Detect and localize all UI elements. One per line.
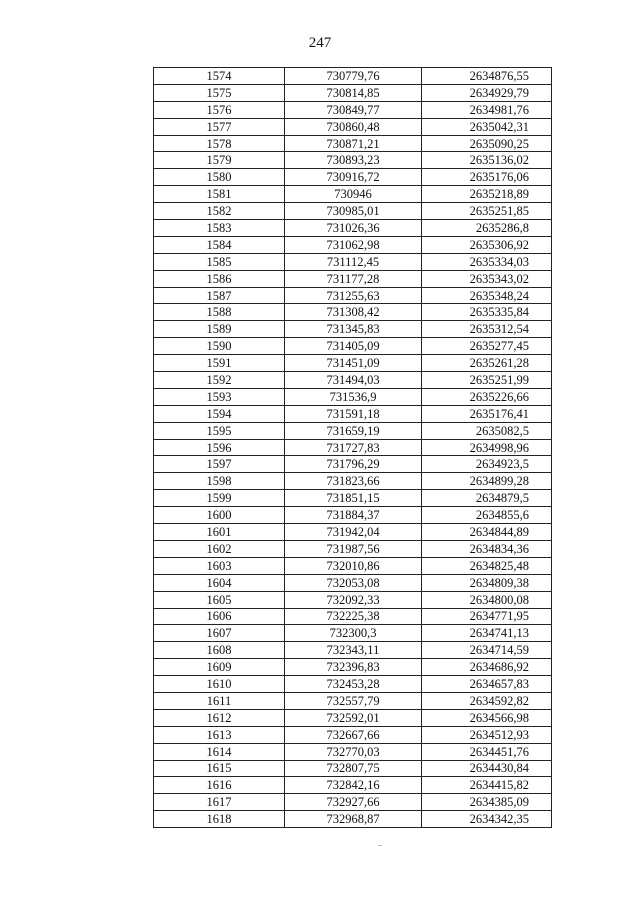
- y-coordinate-cell: 2635286,8: [422, 220, 552, 237]
- x-coordinate-cell: 731494,03: [285, 372, 422, 389]
- y-coordinate-cell: 2634809,38: [422, 574, 552, 591]
- y-coordinate-cell: 2634981,76: [422, 101, 552, 118]
- point-number-cell: 1612: [154, 709, 285, 726]
- y-coordinate-cell: 2634342,35: [422, 811, 552, 828]
- x-coordinate-cell: 731942,04: [285, 524, 422, 541]
- y-coordinate-cell: 2635176,06: [422, 169, 552, 186]
- x-coordinate-cell: 730985,01: [285, 203, 422, 220]
- x-coordinate-cell: 732592,01: [285, 709, 422, 726]
- y-coordinate-cell: 2635335,84: [422, 304, 552, 321]
- y-coordinate-cell: 2634929,79: [422, 84, 552, 101]
- table-row: [154, 422, 552, 439]
- table-row: [154, 659, 552, 676]
- table-row: [154, 118, 552, 135]
- x-coordinate-cell: 731884,37: [285, 507, 422, 524]
- y-coordinate-cell: 2634855,6: [422, 507, 552, 524]
- point-number-cell: 1616: [154, 777, 285, 794]
- table-row: [154, 642, 552, 659]
- y-coordinate-cell: 2634385,09: [422, 794, 552, 811]
- x-coordinate-cell: 732092,33: [285, 591, 422, 608]
- point-number-cell: 1596: [154, 439, 285, 456]
- x-coordinate-cell: 730893,23: [285, 152, 422, 169]
- x-coordinate-cell: 731345,83: [285, 321, 422, 338]
- x-coordinate-cell: 731987,56: [285, 540, 422, 557]
- coordinates-table: [153, 67, 552, 828]
- coordinates-table-body: [154, 68, 552, 828]
- y-coordinate-cell: 2634566,98: [422, 709, 552, 726]
- table-row: [154, 253, 552, 270]
- point-number-cell: 1586: [154, 270, 285, 287]
- y-coordinate-cell: 2634800,08: [422, 591, 552, 608]
- table-row: [154, 811, 552, 828]
- point-number-cell: 1609: [154, 659, 285, 676]
- y-coordinate-cell: 2634451,76: [422, 743, 552, 760]
- y-coordinate-cell: 2635261,28: [422, 355, 552, 372]
- point-number-cell: 1593: [154, 388, 285, 405]
- point-number-cell: 1582: [154, 203, 285, 220]
- point-number-cell: 1588: [154, 304, 285, 321]
- y-coordinate-cell: 2634657,83: [422, 676, 552, 693]
- table-row: [154, 557, 552, 574]
- table-row: [154, 135, 552, 152]
- x-coordinate-cell: 731536,9: [285, 388, 422, 405]
- y-coordinate-cell: 2634415,82: [422, 777, 552, 794]
- point-number-cell: 1575: [154, 84, 285, 101]
- x-coordinate-cell: 732010,86: [285, 557, 422, 574]
- x-coordinate-cell: 730779,76: [285, 68, 422, 85]
- table-row: [154, 152, 552, 169]
- table-row: [154, 270, 552, 287]
- point-number-cell: 1594: [154, 405, 285, 422]
- point-number-cell: 1613: [154, 726, 285, 743]
- x-coordinate-cell: 732453,28: [285, 676, 422, 693]
- y-coordinate-cell: 2635348,24: [422, 287, 552, 304]
- y-coordinate-cell: 2635218,89: [422, 186, 552, 203]
- table-row: [154, 608, 552, 625]
- table-row: [154, 304, 552, 321]
- table-row: [154, 186, 552, 203]
- x-coordinate-cell: 731255,63: [285, 287, 422, 304]
- table-row: [154, 203, 552, 220]
- point-number-cell: 1600: [154, 507, 285, 524]
- point-number-cell: 1603: [154, 557, 285, 574]
- y-coordinate-cell: 2635136,02: [422, 152, 552, 169]
- table-row: [154, 726, 552, 743]
- y-coordinate-cell: 2635042,31: [422, 118, 552, 135]
- y-coordinate-cell: 2635226,66: [422, 388, 552, 405]
- point-number-cell: 1602: [154, 540, 285, 557]
- x-coordinate-cell: 730916,72: [285, 169, 422, 186]
- y-coordinate-cell: 2635306,92: [422, 236, 552, 253]
- y-coordinate-cell: 2634714,59: [422, 642, 552, 659]
- point-number-cell: 1591: [154, 355, 285, 372]
- table-row: [154, 625, 552, 642]
- y-coordinate-cell: 2634825,48: [422, 557, 552, 574]
- table-row: [154, 388, 552, 405]
- table-row: [154, 169, 552, 186]
- point-number-cell: 1606: [154, 608, 285, 625]
- point-number-cell: 1608: [154, 642, 285, 659]
- y-coordinate-cell: 2635312,54: [422, 321, 552, 338]
- x-coordinate-cell: 732927,66: [285, 794, 422, 811]
- y-coordinate-cell: 2634844,89: [422, 524, 552, 541]
- x-coordinate-cell: 731112,45: [285, 253, 422, 270]
- x-coordinate-cell: 732053,08: [285, 574, 422, 591]
- table-row: [154, 676, 552, 693]
- table-row: [154, 692, 552, 709]
- y-coordinate-cell: 2634879,5: [422, 490, 552, 507]
- y-coordinate-cell: 2634741,13: [422, 625, 552, 642]
- y-coordinate-cell: 2635277,45: [422, 338, 552, 355]
- point-number-cell: 1577: [154, 118, 285, 135]
- x-coordinate-cell: 731591,18: [285, 405, 422, 422]
- x-coordinate-cell: 732770,03: [285, 743, 422, 760]
- point-number-cell: 1579: [154, 152, 285, 169]
- scan-mark: [378, 845, 382, 846]
- table-row: [154, 101, 552, 118]
- x-coordinate-cell: 730946: [285, 186, 422, 203]
- table-row: [154, 743, 552, 760]
- table-row: [154, 591, 552, 608]
- point-number-cell: 1583: [154, 220, 285, 237]
- table-row: [154, 490, 552, 507]
- page-number: 247: [308, 35, 332, 51]
- table-row: [154, 456, 552, 473]
- y-coordinate-cell: 2634834,36: [422, 540, 552, 557]
- x-coordinate-cell: 730871,21: [285, 135, 422, 152]
- table-row: [154, 321, 552, 338]
- y-coordinate-cell: 2635343,02: [422, 270, 552, 287]
- y-coordinate-cell: 2635251,99: [422, 372, 552, 389]
- x-coordinate-cell: 732842,16: [285, 777, 422, 794]
- x-coordinate-cell: 732667,66: [285, 726, 422, 743]
- y-coordinate-cell: 2634592,82: [422, 692, 552, 709]
- x-coordinate-cell: 731659,19: [285, 422, 422, 439]
- table-row: [154, 709, 552, 726]
- x-coordinate-cell: 731851,15: [285, 490, 422, 507]
- x-coordinate-cell: 732225,38: [285, 608, 422, 625]
- table-row: [154, 355, 552, 372]
- table-row: [154, 524, 552, 541]
- y-coordinate-cell: 2634771,95: [422, 608, 552, 625]
- table-row: [154, 84, 552, 101]
- y-coordinate-cell: 2635090,25: [422, 135, 552, 152]
- table-row: [154, 777, 552, 794]
- table-row: [154, 68, 552, 85]
- table-row: [154, 405, 552, 422]
- x-coordinate-cell: 732807,75: [285, 760, 422, 777]
- point-number-cell: 1581: [154, 186, 285, 203]
- x-coordinate-cell: 730860,48: [285, 118, 422, 135]
- y-coordinate-cell: 2634512,93: [422, 726, 552, 743]
- y-coordinate-cell: 2635251,85: [422, 203, 552, 220]
- x-coordinate-cell: 732343,11: [285, 642, 422, 659]
- table-row: [154, 574, 552, 591]
- point-number-cell: 1601: [154, 524, 285, 541]
- point-number-cell: 1618: [154, 811, 285, 828]
- table-row: [154, 794, 552, 811]
- y-coordinate-cell: 2635334,03: [422, 253, 552, 270]
- x-coordinate-cell: 730814,85: [285, 84, 422, 101]
- table-row: [154, 338, 552, 355]
- x-coordinate-cell: 731177,28: [285, 270, 422, 287]
- point-number-cell: 1617: [154, 794, 285, 811]
- point-number-cell: 1604: [154, 574, 285, 591]
- y-coordinate-cell: 2634686,92: [422, 659, 552, 676]
- x-coordinate-cell: 731026,36: [285, 220, 422, 237]
- point-number-cell: 1615: [154, 760, 285, 777]
- point-number-cell: 1597: [154, 456, 285, 473]
- table-row: [154, 439, 552, 456]
- table-row: [154, 473, 552, 490]
- point-number-cell: 1587: [154, 287, 285, 304]
- point-number-cell: 1607: [154, 625, 285, 642]
- point-number-cell: 1584: [154, 236, 285, 253]
- x-coordinate-cell: 732968,87: [285, 811, 422, 828]
- x-coordinate-cell: 732300,3: [285, 625, 422, 642]
- y-coordinate-cell: 2635082,5: [422, 422, 552, 439]
- x-coordinate-cell: 731062,98: [285, 236, 422, 253]
- table-row: [154, 372, 552, 389]
- table-row: [154, 236, 552, 253]
- x-coordinate-cell: 731727,83: [285, 439, 422, 456]
- table-row: [154, 540, 552, 557]
- x-coordinate-cell: 732396,83: [285, 659, 422, 676]
- table-row: [154, 220, 552, 237]
- point-number-cell: 1580: [154, 169, 285, 186]
- point-number-cell: 1578: [154, 135, 285, 152]
- x-coordinate-cell: 731796,29: [285, 456, 422, 473]
- x-coordinate-cell: 731308,42: [285, 304, 422, 321]
- point-number-cell: 1592: [154, 372, 285, 389]
- y-coordinate-cell: 2635176,41: [422, 405, 552, 422]
- point-number-cell: 1610: [154, 676, 285, 693]
- y-coordinate-cell: 2634430,84: [422, 760, 552, 777]
- point-number-cell: 1589: [154, 321, 285, 338]
- y-coordinate-cell: 2634998,96: [422, 439, 552, 456]
- x-coordinate-cell: 731405,09: [285, 338, 422, 355]
- point-number-cell: 1576: [154, 101, 285, 118]
- table-row: [154, 287, 552, 304]
- point-number-cell: 1598: [154, 473, 285, 490]
- x-coordinate-cell: 731451,09: [285, 355, 422, 372]
- point-number-cell: 1599: [154, 490, 285, 507]
- y-coordinate-cell: 2634923,5: [422, 456, 552, 473]
- table-row: [154, 760, 552, 777]
- x-coordinate-cell: 732557,79: [285, 692, 422, 709]
- point-number-cell: 1605: [154, 591, 285, 608]
- y-coordinate-cell: 2634876,55: [422, 68, 552, 85]
- point-number-cell: 1614: [154, 743, 285, 760]
- table-row: [154, 507, 552, 524]
- x-coordinate-cell: 731823,66: [285, 473, 422, 490]
- y-coordinate-cell: 2634899,28: [422, 473, 552, 490]
- point-number-cell: 1585: [154, 253, 285, 270]
- point-number-cell: 1574: [154, 68, 285, 85]
- x-coordinate-cell: 730849,77: [285, 101, 422, 118]
- point-number-cell: 1590: [154, 338, 285, 355]
- point-number-cell: 1611: [154, 692, 285, 709]
- point-number-cell: 1595: [154, 422, 285, 439]
